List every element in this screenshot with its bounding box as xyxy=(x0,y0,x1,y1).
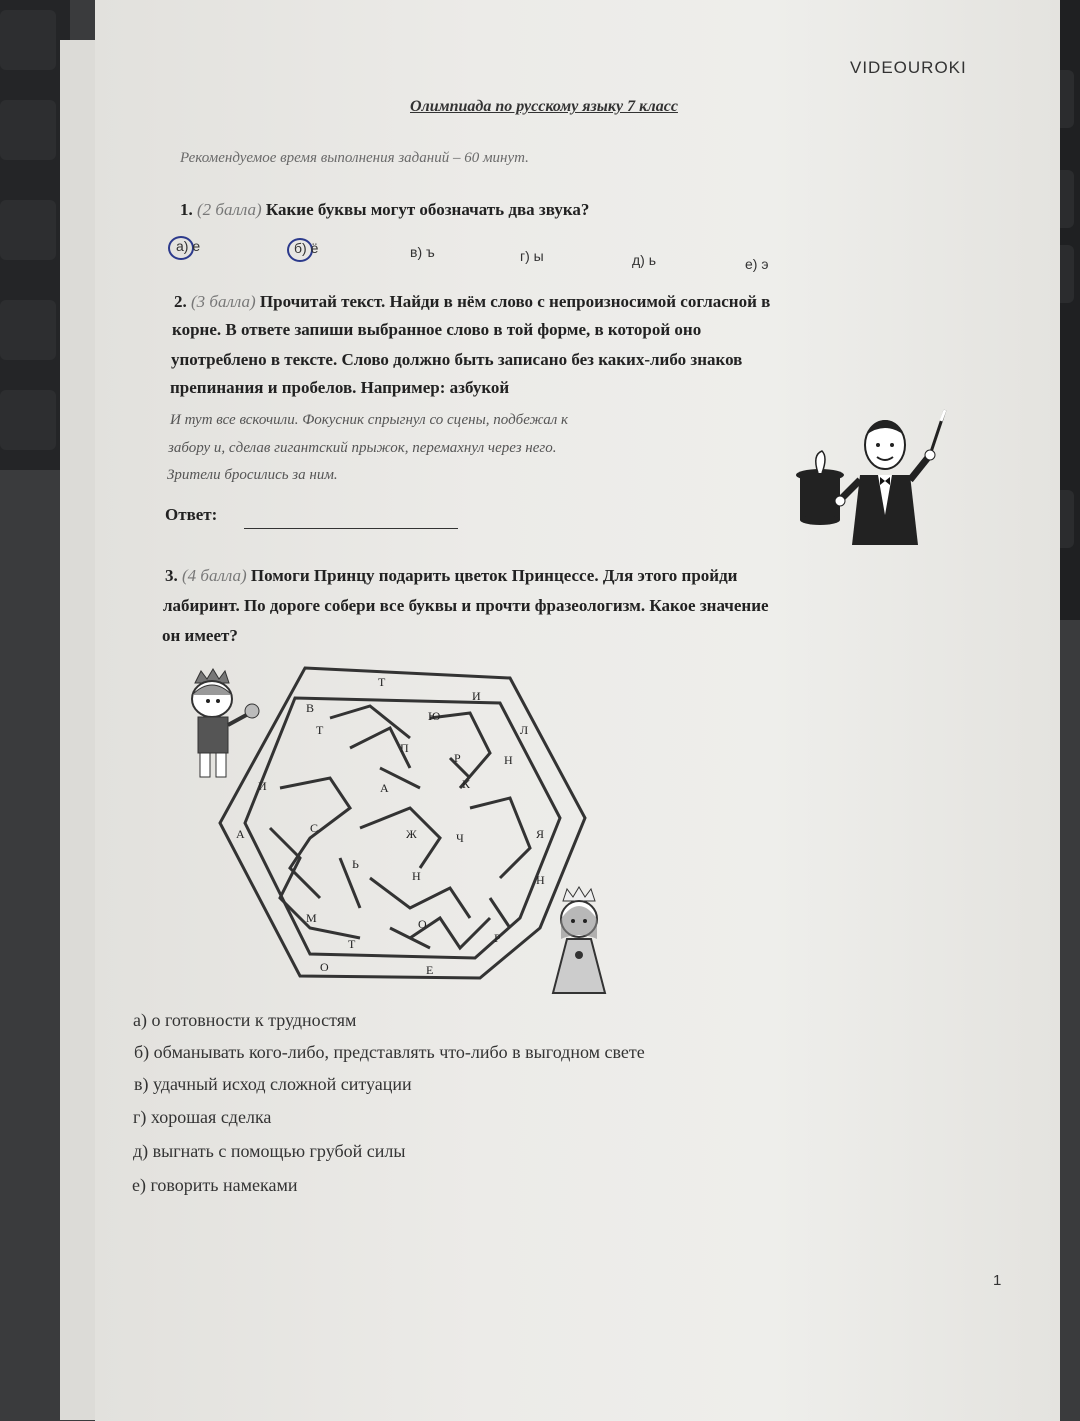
task3-question-line: он имеет? xyxy=(162,626,238,645)
maze-letter: О xyxy=(418,917,427,931)
task1-question: Какие буквы могут обозначать два звука? xyxy=(265,200,590,219)
task3-answer-v[interactable]: в) удачный исход сложной ситуации xyxy=(134,1074,412,1094)
maze-letter: Ю xyxy=(428,709,441,723)
task3-points: (4 балла) xyxy=(182,566,247,585)
task1-option-v[interactable]: в) ъ xyxy=(410,244,435,260)
task2-number: 2. xyxy=(174,292,187,311)
maze-letter: О xyxy=(320,960,329,974)
maze-letter: Т xyxy=(348,937,356,951)
maze-letter: Л xyxy=(520,723,529,737)
page-title: Олимпиада по русскому языку 7 класс xyxy=(410,98,678,115)
task2-question-line: употреблено в тексте. Слово должно быть записано без каких-либо знаков xyxy=(171,350,743,369)
task3-answer-e[interactable]: е) говорить намеками xyxy=(132,1175,298,1195)
maze-letter: Ж xyxy=(406,827,417,841)
maze-letter: И xyxy=(258,779,267,793)
task1-option-e[interactable]: е) э xyxy=(745,256,769,272)
keyboard-key xyxy=(0,10,56,70)
task2-text-line: забору и, сделав гигантский прыжок, перемахнул через него. xyxy=(168,440,557,456)
maze-letter: Т xyxy=(316,723,324,737)
maze-letter: Е xyxy=(426,963,434,977)
task1-option-a[interactable]: а) е xyxy=(176,238,201,254)
keyboard-key xyxy=(0,200,56,260)
maze-letter: Р xyxy=(494,931,501,945)
recommended-time: Рекомендуемое время выполнения заданий – 60 минут. xyxy=(180,150,529,166)
task3-question-line: лабиринт. По дороге собери все буквы и прочти фразеологизм. Какое значение xyxy=(163,596,769,615)
task2-text-line: Зрители бросились за ним. xyxy=(167,467,338,483)
maze-letter: Н xyxy=(536,873,545,887)
maze-letter: Я xyxy=(536,827,545,841)
task3-answer-g[interactable]: г) хорошая сделка xyxy=(133,1107,272,1127)
maze-letter: Н xyxy=(412,869,421,883)
task1-heading xyxy=(180,200,589,220)
task1-option-d[interactable]: д) ь xyxy=(632,252,657,268)
answer-label: Ответ: xyxy=(165,505,218,524)
maze xyxy=(210,658,600,988)
answer-input-line[interactable] xyxy=(244,528,458,529)
maze-letter: Р xyxy=(454,751,461,765)
maze-letter: Т xyxy=(378,675,386,689)
keyboard-key xyxy=(0,390,56,450)
task3-number: 3. xyxy=(165,566,178,585)
magician-icon xyxy=(790,405,960,555)
task2-points: (3 балла) xyxy=(191,292,256,311)
princess-icon xyxy=(545,885,615,1000)
maze-letter: К xyxy=(462,777,471,791)
maze-letter: И xyxy=(472,689,481,703)
task2-heading xyxy=(174,292,770,312)
task1-option-b[interactable]: б) ё xyxy=(294,240,319,256)
maze-letter: С xyxy=(310,821,319,835)
task2-question-line: Прочитай текст. Найди в нём слово с непроизносимой согласной в xyxy=(259,292,771,311)
task3-answer-d[interactable]: д) выгнать с помощью грубой силы xyxy=(133,1141,406,1161)
keyboard-key xyxy=(0,300,56,360)
maze-letter: А xyxy=(380,781,389,795)
maze-letter: Ь xyxy=(352,857,359,871)
watermark: VIDEOUROKI xyxy=(850,58,967,77)
maze-letter: П xyxy=(400,741,409,755)
task2-question-line: препинания и пробелов. Например: азбукой xyxy=(170,378,510,397)
task1-number: 1. xyxy=(180,200,193,219)
task1-points: (2 балла) xyxy=(197,200,262,219)
maze-letter: Ч xyxy=(456,831,464,845)
task2-text-line: И тут все вскочили. Фокусник спрыгнул со сцены, подбежал к xyxy=(170,412,569,428)
maze-letter: В xyxy=(306,701,315,715)
page-number: 1 xyxy=(993,1272,1002,1289)
task1-option-g[interactable]: г) ы xyxy=(520,248,544,264)
keyboard-key xyxy=(0,100,56,160)
task3-answer-a[interactable]: а) о готовности к трудностям xyxy=(133,1010,357,1030)
maze-letter: М xyxy=(306,911,317,925)
task3-heading xyxy=(165,566,737,586)
task3-question-line: Помоги Принцу подарить цветок Принцессе. Для этого пройди xyxy=(250,566,738,585)
maze-letter: Н xyxy=(504,753,513,767)
task2-question-line: корне. В ответе запиши выбранное слово в той форме, в которой оно xyxy=(172,320,702,339)
task3-answer-b[interactable]: б) обманывать кого-либо, представлять что-либо в выгодном свете xyxy=(134,1042,645,1062)
maze-letter: А xyxy=(236,827,245,841)
